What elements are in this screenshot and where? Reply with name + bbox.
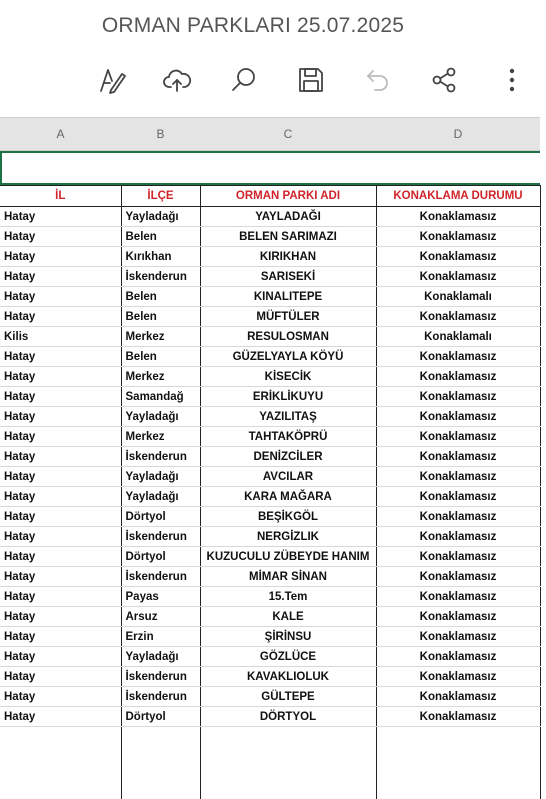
table-cell[interactable]: Yayladağı (121, 207, 200, 227)
table-row (0, 487, 540, 507)
spreadsheet-grid (0, 117, 540, 799)
table-cell[interactable]: 15.Tem (200, 587, 376, 607)
table-cell[interactable]: Konaklamasız (376, 347, 540, 367)
table-cell[interactable]: DÖRTYOL (200, 707, 376, 727)
header-row (0, 186, 540, 207)
column-header-c[interactable]: C (200, 118, 376, 150)
column-header-b[interactable]: B (121, 118, 200, 150)
table-row (0, 567, 540, 587)
table-cell[interactable]: Konaklamasız (376, 307, 540, 327)
table-cell[interactable]: Dörtyol (121, 507, 200, 527)
table-cell[interactable]: Merkez (121, 367, 200, 387)
table-cell[interactable]: Hatay (0, 207, 121, 227)
table-cell[interactable]: Hatay (0, 567, 121, 587)
table-cell[interactable]: Konaklamasız (376, 267, 540, 287)
table-cell[interactable]: Samandağ (121, 387, 200, 407)
table-cell[interactable]: Konaklamasız (376, 227, 540, 247)
table-row (0, 687, 540, 707)
table-cell[interactable]: Belen (121, 227, 200, 247)
table-cell[interactable]: BELEN SARIMAZI (200, 227, 376, 247)
table-cell[interactable]: Dörtyol (121, 547, 200, 567)
table-cell[interactable]: Konaklamasız (376, 667, 540, 687)
empty-row (0, 727, 540, 799)
table-cell[interactable]: Konaklamasız (376, 527, 540, 547)
table-cell[interactable]: Merkez (121, 427, 200, 447)
table-row (0, 407, 540, 427)
table-cell[interactable]: Dörtyol (121, 707, 200, 727)
table-cell[interactable]: BEŞİKGÖL (200, 507, 376, 527)
table-cell[interactable]: Konaklamasız (376, 407, 540, 427)
table-cell[interactable]: Kırıkhan (121, 247, 200, 267)
table-row (0, 607, 540, 627)
share-icon[interactable] (422, 58, 466, 102)
table-row (0, 287, 540, 307)
table-row (0, 647, 540, 667)
header-park-name[interactable]: ORMAN PARKI ADI (200, 186, 376, 207)
table-cell[interactable]: Hatay (0, 267, 121, 287)
column-header-a[interactable]: A (0, 118, 121, 150)
table-cell[interactable] (200, 727, 376, 799)
header-il[interactable]: İL (0, 186, 121, 207)
table-cell[interactable]: Konaklamasız (376, 467, 540, 487)
more-vertical-icon[interactable] (490, 58, 534, 102)
table-cell[interactable]: ERİKLİKUYU (200, 387, 376, 407)
table-cell[interactable]: GÜLTEPE (200, 687, 376, 707)
table-cell[interactable]: Hatay (0, 307, 121, 327)
table-cell[interactable]: Konaklamasız (376, 247, 540, 267)
table-row (0, 527, 540, 547)
data-table (0, 185, 541, 799)
table-cell[interactable] (0, 727, 121, 799)
table-row (0, 547, 540, 567)
table-row (0, 247, 540, 267)
cloud-upload-icon[interactable] (155, 58, 199, 102)
table-row (0, 207, 540, 227)
table-cell[interactable]: Hatay (0, 607, 121, 627)
table-cell[interactable]: Konaklamasız (376, 427, 540, 447)
search-icon[interactable] (222, 58, 266, 102)
table-row (0, 427, 540, 447)
undo-icon[interactable] (356, 58, 400, 102)
table-cell[interactable]: Hatay (0, 527, 121, 547)
table-cell[interactable]: Arsuz (121, 607, 200, 627)
table-cell[interactable]: Konaklamasız (376, 707, 540, 727)
table-cell[interactable]: Hatay (0, 467, 121, 487)
table-cell[interactable]: Belen (121, 287, 200, 307)
table-cell[interactable]: Konaklamasız (376, 447, 540, 467)
table-cell[interactable]: GÖZLÜCE (200, 647, 376, 667)
table-cell[interactable]: Hatay (0, 547, 121, 567)
table-row (0, 507, 540, 527)
table-cell[interactable]: Belen (121, 347, 200, 367)
table-cell[interactable]: NERGİZLIK (200, 527, 376, 547)
table-cell[interactable]: Konaklamasız (376, 547, 540, 567)
table-cell[interactable]: Yayladağı (121, 407, 200, 427)
table-cell[interactable]: Konaklamasız (376, 687, 540, 707)
table-cell[interactable]: MİMAR SİNAN (200, 567, 376, 587)
table-cell[interactable]: Konaklamasız (376, 587, 540, 607)
table-cell[interactable]: Konaklamalı (376, 287, 540, 307)
table-cell[interactable]: İskenderun (121, 687, 200, 707)
table-row (0, 227, 540, 247)
table-cell[interactable]: Belen (121, 307, 200, 327)
table-cell[interactable]: Konaklamasız (376, 507, 540, 527)
table-cell[interactable]: Hatay (0, 627, 121, 647)
table-cell[interactable]: Hatay (0, 587, 121, 607)
table-cell[interactable]: Hatay (0, 667, 121, 687)
table-row (0, 267, 540, 287)
table-cell[interactable]: AVCILAR (200, 467, 376, 487)
toolbar (0, 58, 546, 102)
table-cell[interactable]: GÜZELYAYLA KÖYÜ (200, 347, 376, 367)
table-cell[interactable]: Konaklamasız (376, 207, 540, 227)
table-cell[interactable]: Yayladağı (121, 467, 200, 487)
table-cell[interactable]: Yayladağı (121, 487, 200, 507)
table-cell[interactable]: Hatay (0, 507, 121, 527)
table-row (0, 447, 540, 467)
table-row (0, 347, 540, 367)
table-cell[interactable]: İskenderun (121, 567, 200, 587)
table-cell[interactable]: KIRIKHAN (200, 247, 376, 267)
table-cell[interactable]: Konaklamasız (376, 487, 540, 507)
table-cell[interactable]: Erzin (121, 627, 200, 647)
table-cell[interactable]: YAYLADAĞI (200, 207, 376, 227)
table-cell[interactable]: İskenderun (121, 527, 200, 547)
table-cell[interactable]: Hatay (0, 687, 121, 707)
column-header-d[interactable]: D (376, 118, 540, 150)
table-cell[interactable]: Hatay (0, 387, 121, 407)
table-cell[interactable]: Hatay (0, 487, 121, 507)
table-cell[interactable]: Hatay (0, 427, 121, 447)
table-cell[interactable]: Hatay (0, 367, 121, 387)
table-cell[interactable] (376, 727, 540, 799)
table-cell[interactable]: Merkez (121, 327, 200, 347)
table-cell[interactable]: MÜFTÜLER (200, 307, 376, 327)
table-row (0, 587, 540, 607)
table-cell[interactable]: KAVAKLIOLUK (200, 667, 376, 687)
table-cell[interactable]: KUZUCULU ZÜBEYDE HANIM (200, 547, 376, 567)
table-cell[interactable]: Hatay (0, 287, 121, 307)
table-cell[interactable]: Konaklamasız (376, 367, 540, 387)
table-cell[interactable]: Yayladağı (121, 647, 200, 667)
table-cell[interactable]: Konaklamasız (376, 567, 540, 587)
table-cell[interactable]: KALE (200, 607, 376, 627)
table-cell[interactable]: İskenderun (121, 667, 200, 687)
table-row (0, 307, 540, 327)
header-accommodation[interactable]: KONAKLAMA DURUMU (376, 186, 540, 207)
table-cell[interactable]: Hatay (0, 647, 121, 667)
table-row (0, 367, 540, 387)
table-cell[interactable]: Payas (121, 587, 200, 607)
table-cell[interactable]: Hatay (0, 447, 121, 467)
table-cell[interactable]: Konaklamasız (376, 627, 540, 647)
edit-pen-icon[interactable] (90, 58, 134, 102)
document-title: ORMAN PARKLARI 25.07.2025 (0, 14, 506, 38)
table-cell[interactable]: DENİZCİLER (200, 447, 376, 467)
table-row (0, 327, 540, 347)
table-cell[interactable] (121, 727, 200, 799)
table-cell[interactable]: KİSECİK (200, 367, 376, 387)
table-cell[interactable]: ŞİRİNSU (200, 627, 376, 647)
table-cell[interactable]: YAZILITAŞ (200, 407, 376, 427)
table-row (0, 627, 540, 647)
column-header-bar (0, 117, 540, 151)
table-cell[interactable]: TAHTAKÖPRÜ (200, 427, 376, 447)
selected-row[interactable] (0, 151, 540, 185)
table-cell[interactable]: Konaklamasız (376, 607, 540, 627)
table-cell[interactable]: Hatay (0, 707, 121, 727)
table-cell[interactable]: RESULOSMAN (200, 327, 376, 347)
table-cell[interactable]: SARISEKİ (200, 267, 376, 287)
header-ilce[interactable]: İLÇE (121, 186, 200, 207)
table-cell[interactable]: Hatay (0, 227, 121, 247)
table-row (0, 387, 540, 407)
table-cell[interactable]: Konaklamasız (376, 387, 540, 407)
table-cell[interactable]: Hatay (0, 247, 121, 267)
table-cell[interactable]: Konaklamasız (376, 647, 540, 667)
table-cell[interactable]: KARA MAĞARA (200, 487, 376, 507)
table-cell[interactable]: Hatay (0, 347, 121, 367)
table-cell[interactable]: Konaklamalı (376, 327, 540, 347)
table-row (0, 467, 540, 487)
table-row (0, 707, 540, 727)
table-cell[interactable]: Hatay (0, 407, 121, 427)
table-row (0, 667, 540, 687)
save-icon[interactable] (289, 58, 333, 102)
table-cell[interactable]: İskenderun (121, 267, 200, 287)
table-cell[interactable]: KINALITEPE (200, 287, 376, 307)
table-cell[interactable]: İskenderun (121, 447, 200, 467)
table-cell[interactable]: Kilis (0, 327, 121, 347)
